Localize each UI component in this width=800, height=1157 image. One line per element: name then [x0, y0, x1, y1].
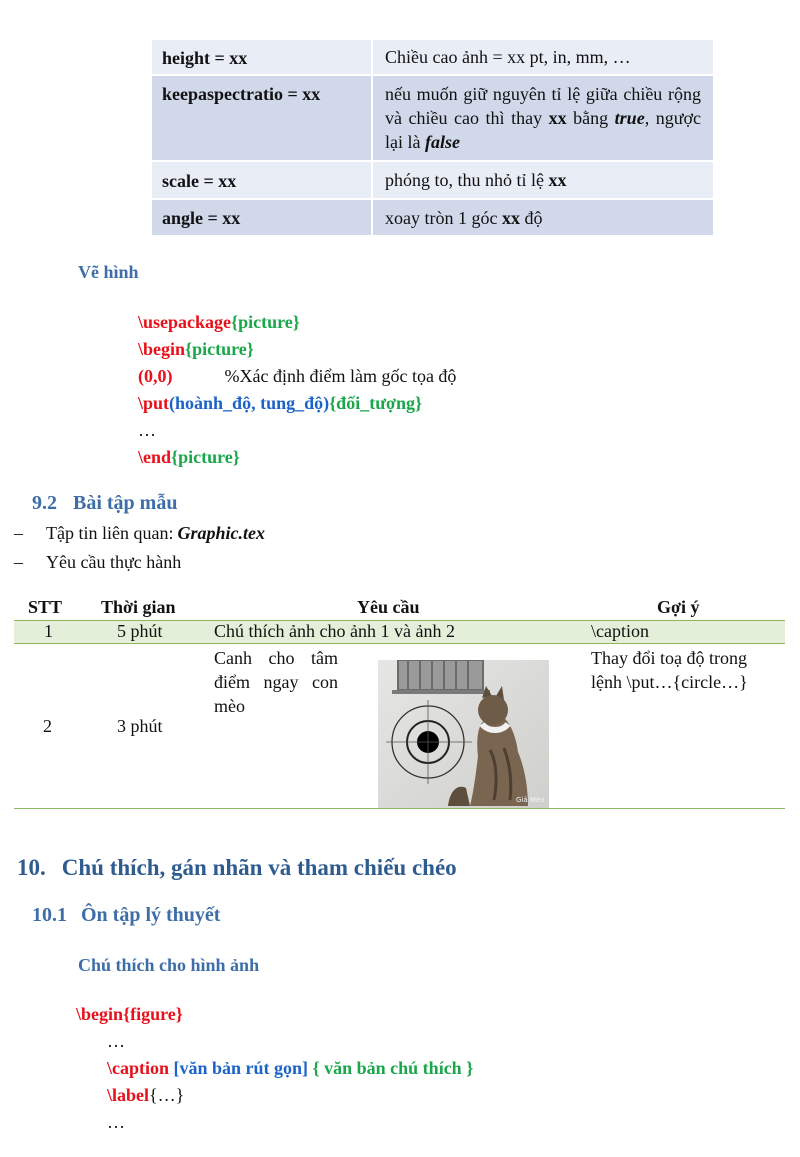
param-value: phóng to, thu nhỏ tỉ lệ xx: [373, 162, 713, 198]
code-line: …: [107, 1031, 125, 1051]
param-key: scale = xx: [152, 162, 371, 198]
param-key: angle = xx: [152, 200, 371, 235]
bullet-list: [14, 523, 265, 573]
header-requirement: Yêu cầu: [357, 597, 420, 617]
list-item: – Yêu cầu thực hành: [14, 552, 182, 572]
image-watermark: Giả Mèo: [516, 796, 545, 804]
param-key: height = xx: [152, 40, 371, 74]
param-value: xoay tròn 1 góc xx độ: [373, 200, 713, 235]
param-value: nếu muốn giữ nguyên tỉ lệ giữa chiều rộng và chiều cao thì thay xx bằng true, ngược lại là false: [373, 76, 713, 160]
header-stt: STT: [28, 597, 63, 617]
figure-code-block: [76, 1001, 473, 1136]
code-line: \put(hoành_độ, tung_độ){đối_tượng}: [138, 393, 423, 413]
code-line: \end{picture}: [138, 447, 240, 467]
subheading-figure-caption: Chú thích cho hình ảnh: [78, 955, 260, 975]
cat-photo-image: [378, 660, 549, 808]
section-heading-9-2: 9.2 Bài tập mẫu: [32, 492, 178, 514]
exercise-table: [14, 596, 785, 809]
param-value: Chiều cao ảnh = xx pt, in, mm, …: [373, 40, 713, 74]
code-line: \caption [văn bản rút gọn] { văn bản chú thích }: [107, 1058, 474, 1078]
code-line: …: [107, 1112, 125, 1132]
table-row: 2 3 phút Canh cho tâm điểm ngay con mèo Thay đổi toạ độ trong lệnh \put…{circle…} Giả Mèo: [14, 644, 785, 809]
section-heading-10: 10. Chú thích, gán nhãn và tham chiếu chéo: [17, 855, 457, 880]
table-row: [152, 200, 713, 235]
header-hint: Gợi ý: [657, 597, 700, 617]
subheading-ve-hinh: Vẽ hình: [78, 262, 139, 282]
table-row: [152, 76, 713, 160]
code-line: \usepackage{picture}: [138, 312, 300, 332]
code-line: \label{…}: [107, 1085, 185, 1105]
list-item: – Tập tin liên quan: Graphic.tex: [14, 523, 265, 543]
code-line: …: [138, 420, 156, 440]
header-time: Thời gian: [101, 597, 176, 617]
section-heading-10-1: 10.1 Ôn tập lý thuyết: [32, 904, 221, 926]
code-line: (0,0) %Xác định điểm làm gốc tọa độ: [138, 366, 457, 386]
table-header: [14, 596, 785, 620]
table-row: [152, 162, 713, 198]
table-row: 1 5 phút Chú thích ảnh cho ảnh 1 và ảnh 2 \caption: [14, 620, 785, 644]
param-key: keepaspectratio = xx: [152, 76, 371, 160]
table-row: [152, 40, 713, 74]
picture-code-block: [138, 309, 456, 471]
code-line: \begin{picture}: [138, 339, 254, 359]
code-line: \begin{figure}: [76, 1004, 183, 1024]
parameter-table: [152, 40, 713, 237]
